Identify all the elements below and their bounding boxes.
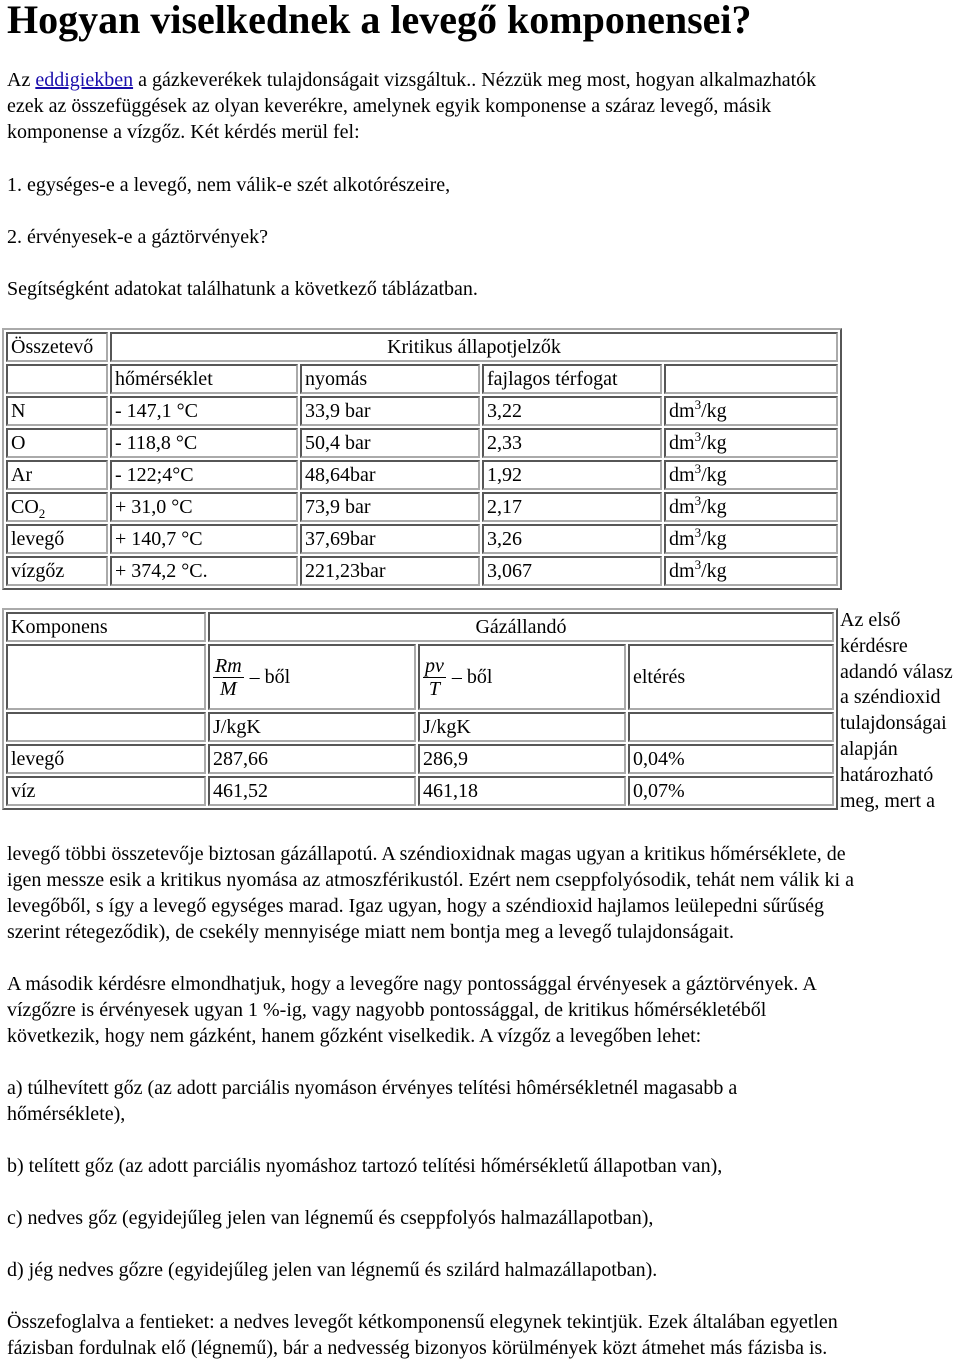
item-d: d) jég nedves gőzre (egyidejűleg jelen van légnemű és szilárd halmazállapotban).: [7, 1259, 658, 1281]
specific-volume: 2,17: [482, 492, 662, 522]
gas-constant-table: [2, 608, 838, 810]
subheader-temperature: hőmérséklet: [110, 364, 298, 394]
critical-pressure: 48,64bar: [300, 460, 480, 490]
specific-volume: 2,33: [482, 428, 662, 458]
unit-rm-m: J/kgK: [208, 712, 416, 742]
gas-constant-1: 461,52: [208, 776, 416, 806]
from-suffix: – ből: [249, 666, 291, 688]
table-header-row: [6, 332, 838, 362]
item-c: c) nedves gőz (egyidejűleg jelen van légnemű és cseppfolyós halmazállapotban),: [7, 1207, 654, 1229]
critical-pressure: 50,4 bar: [300, 428, 480, 458]
component-name: $CO_2$: [6, 492, 108, 522]
unit-pv-t: J/kgK: [418, 712, 626, 742]
header-component: Komponens: [6, 612, 206, 642]
para-second-line-2: vízgőzre is érvényesek ugyan 1 %-ig, vagy nagyobb pontossággal, de kritikus hőmérsékletéből: [7, 999, 767, 1021]
component-name: O: [6, 428, 108, 458]
subheader-pressure: nyomás: [300, 364, 480, 394]
subheader-empty: [6, 364, 108, 394]
intro-line-3: komponense a vízgőz. Két kérdés merül fel:: [7, 121, 360, 143]
item-b: b) telített gőz (az adott parciális nyomáshoz tartozó telítési hőmérsékletű állapotban van),: [7, 1155, 723, 1177]
volume-unit: $dm^3/kg$: [664, 460, 838, 490]
para-second-line-1: A második kérdésre elmondhatjuk, hogy a levegőre nagy pontossággal érvényesek a gáztörvények. A: [7, 973, 817, 995]
gas-constant-1: 287,66: [208, 744, 416, 774]
header-critical-params: Kritikus állapotjelzők: [110, 332, 838, 362]
fraction-rm-m: $\frac{Rm}{M}$: [215, 654, 242, 700]
side-text: Az első kérdésre adandó válasz a széndioxid tulajdonságai alapján határozható meg, mert a: [840, 609, 953, 812]
subheader-specific-volume: fajlagos térfogat: [482, 364, 662, 394]
item-a-line-1: a) túlhevített gőz (az adott parciális nyomáson érvényes telítési hômérsékletnél magasabb a: [7, 1077, 738, 1099]
intro-line-1: [7, 67, 816, 93]
formula-pv-over-t: [418, 644, 626, 710]
help-text: Segítségként adatokat találhatunk a következő táblázatban.: [7, 278, 478, 300]
specific-volume: 3,22: [482, 396, 662, 426]
component-name: Ar: [6, 460, 108, 490]
intro-line-2: ezek az összefüggések az olyan keverékre, amelynek egyik komponense a száraz levegő, másik: [7, 95, 772, 117]
unit-empty: [6, 712, 206, 742]
component-name: levegő: [6, 524, 108, 554]
table-row: [6, 556, 838, 586]
summary-line-2: fázisban fordulnak elő (légnemű), bár a nedvesség bizonyos körülmények közt átmehet más fázisba is.: [7, 1337, 828, 1359]
gas-constant-2: 286,9: [418, 744, 626, 774]
table-row: [6, 396, 838, 426]
table-row: [6, 524, 838, 554]
question-1: 1. egységes-e a levegő, nem válik-e szét alkotórészeire,: [7, 174, 451, 196]
header-component: Összetevő: [6, 332, 108, 362]
deviation-value: 0,07%: [628, 776, 834, 806]
specific-volume: 3,26: [482, 524, 662, 554]
component-name: levegő: [6, 744, 206, 774]
para-first-line-3: levegőből, s így a levegő egységes marad. Igaz ugyan, hogy a széndioxid hajlamos leülepedni sűrűség: [7, 895, 824, 917]
component-name: vízgőz: [6, 556, 108, 586]
table-subheader-row: [6, 364, 838, 394]
critical-pressure: 37,69bar: [300, 524, 480, 554]
table-row: [6, 492, 838, 522]
summary-line-1: Összefoglalva a fentieket: a nedves levegőt kétkomponensű elegynek tekintjük. Ezek általában egyetlen: [7, 1311, 838, 1333]
item-a-line-2: hőmérséklete),: [7, 1103, 126, 1125]
volume-unit: $dm^3/kg$: [664, 524, 838, 554]
volume-unit: $dm^3/kg$: [664, 396, 838, 426]
volume-unit: $dm^3/kg$: [664, 428, 838, 458]
unit-row: [6, 712, 834, 742]
specific-volume: 3,067: [482, 556, 662, 586]
para-second-line-3: következik, hogy nem gázként, hanem gőzként viselkedik. A vízgőz a levegőben lehet:: [7, 1025, 702, 1047]
critical-temperature: - 147,1 °C: [110, 396, 298, 426]
formula-row: [6, 644, 834, 710]
component-name: víz: [6, 776, 206, 806]
critical-temperature: + 31,0 °C: [110, 492, 298, 522]
page-title: Hogyan viselkednek a levegő komponensei?: [7, 0, 752, 42]
table-row: [6, 744, 834, 774]
formula-empty: [6, 644, 206, 710]
specific-volume: 1,92: [482, 460, 662, 490]
critical-temperature: + 140,7 °C: [110, 524, 298, 554]
gas-constant-2: 461,18: [418, 776, 626, 806]
volume-unit: $dm^3/kg$: [664, 556, 838, 586]
formula-rm-over-m: [208, 644, 416, 710]
critical-pressure: 33,9 bar: [300, 396, 480, 426]
volume-unit: $dm^3/kg$: [664, 492, 838, 522]
unit-deviation-empty: [628, 712, 834, 742]
from-suffix: – ből: [451, 666, 493, 688]
para-first-line-4: szerint rétegeződik), de csekély mennyisége miatt nem bontja meg a levegő tulajdonságait.: [7, 921, 734, 943]
critical-temperature: - 122;4°C: [110, 460, 298, 490]
table-row: [6, 428, 838, 458]
header-deviation: eltérés: [628, 644, 834, 710]
subheader-unit-empty: [664, 364, 838, 394]
component-name: N: [6, 396, 108, 426]
critical-pressure: 73,9 bar: [300, 492, 480, 522]
fraction-pv-t: $\frac{pv}{T}$: [425, 654, 444, 700]
table-header-row: [6, 612, 834, 642]
para-first-line-1: levegő többi összetevője biztosan gázállapotú. A széndioxidnak magas ugyan a kritikus hőmérséklete, de: [7, 843, 846, 865]
question-2: 2. érvényesek-e a gáztörvények?: [7, 226, 268, 248]
critical-temperature: + 374,2 °C.: [110, 556, 298, 586]
intro-line-1-rest: a gázkeverékek tulajdonságait vizsgáltuk.. Nézzük meg most, hogyan alkalmazhatók: [133, 69, 817, 91]
para-first-line-2: igen messze esik a kritikus nyomása az atmoszférikustól. Ezért nem cseppfolyósodik, tehát nem válik ki a: [7, 869, 854, 891]
deviation-value: 0,04%: [628, 744, 834, 774]
table-row: [6, 460, 838, 490]
critical-pressure: 221,23bar: [300, 556, 480, 586]
critical-state-table: [2, 328, 842, 590]
critical-temperature: - 118,8 °C: [110, 428, 298, 458]
intro-prefix: Az: [7, 69, 36, 91]
table-row: [6, 776, 834, 806]
header-gas-constant: Gázállandó: [208, 612, 834, 642]
eddigiekben-link[interactable]: eddigiekben: [35, 69, 134, 91]
